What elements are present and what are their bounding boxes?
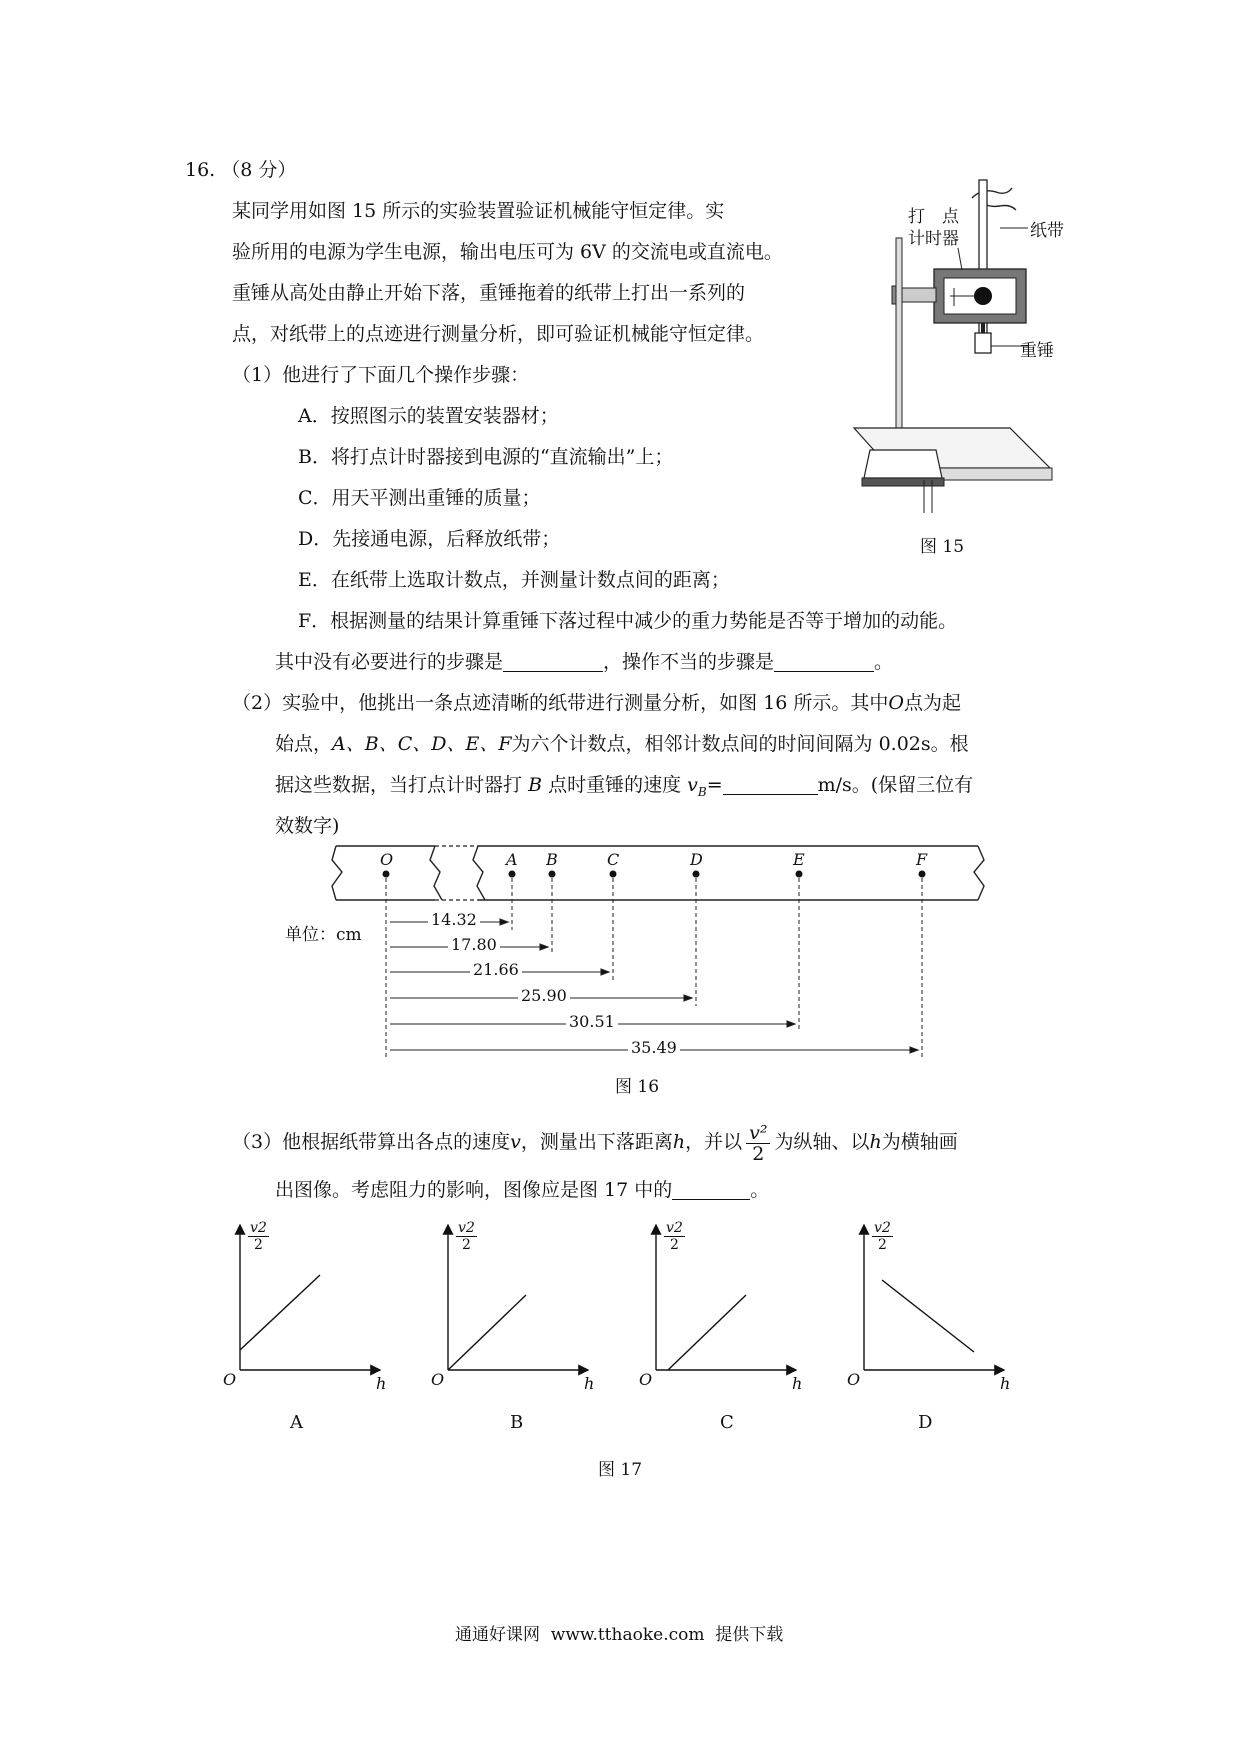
tape-label-B: B xyxy=(546,850,558,869)
tape-dot-E xyxy=(796,871,803,878)
intro-line-3: 重锤从高处由静止开始下落，重锤拖着的纸带上打出一系列的 xyxy=(232,282,746,304)
tape-dot-D xyxy=(693,871,700,878)
stand-pole xyxy=(896,238,902,443)
tape-dot-A xyxy=(509,871,516,878)
part2-line-1: （2）实验中，他挑出一条点迹清晰的纸带进行测量分析，如图 16 所示。其中O点为起 xyxy=(232,692,961,714)
tape-dot-B xyxy=(549,871,556,878)
tape-dot-O xyxy=(383,871,390,878)
step-a: A．按照图示的装置安装器材； xyxy=(298,405,559,427)
tape-label-A: A xyxy=(506,850,518,869)
answer-blank-vb[interactable] xyxy=(723,772,818,795)
answer-blank-improper[interactable] xyxy=(774,649,874,672)
graph-c-xlabel: h xyxy=(792,1374,803,1393)
part1-question-end: 。 xyxy=(874,651,894,673)
tape-label-C: C xyxy=(607,850,620,869)
graph-c-option-label: C xyxy=(720,1412,734,1433)
graph-a-xlabel: h xyxy=(376,1374,387,1393)
part3-line-2: 出图像。考虑阻力的影响，图像应是图 17 中的 。 xyxy=(275,1179,770,1201)
graph-b-option-label: B xyxy=(510,1412,524,1433)
graph-c-ylabel: v2 2 xyxy=(666,1220,683,1253)
graph-b-xlabel: h xyxy=(584,1374,595,1393)
distance-OC: 21.66 xyxy=(470,960,522,979)
step-b: B．将打点计时器接到电源的“直流输出”上； xyxy=(298,446,674,468)
intro-line-1: 某同学用如图 15 所示的实验装置验证机械能守恒定律。实 xyxy=(232,200,725,222)
intro-line-4: 点，对纸带上的点迹进行测量分析，即可验证机械能守恒定律。 xyxy=(232,323,765,345)
part1-lead: （1）他进行了下面几个操作步骤： xyxy=(232,364,530,386)
fig15-label-weight: 重锤 xyxy=(1020,341,1054,361)
question-score: （8 分） xyxy=(221,159,297,181)
graph-d-ylabel: v2 2 xyxy=(874,1220,891,1253)
step-e: E．在纸带上选取计数点，并测量计数点间的距离； xyxy=(298,569,730,591)
graph-a-option-label: A xyxy=(290,1412,303,1433)
part2-line-3: 据这些数据，当打点计时器打 B 点时重锤的速度 $v_B= m/s$。(保留三位有 xyxy=(275,774,974,799)
part1-question xyxy=(275,642,893,683)
graph-c-origin: O xyxy=(639,1370,653,1389)
graph-a-ylabel: v2 2 xyxy=(250,1220,267,1253)
fig17-caption: 图 17 xyxy=(598,1460,643,1480)
part2-line-2: 始点，A、B、C、D、E、F为六个计数点，相邻计数点间的时间间隔为 0.02s。根 xyxy=(275,733,969,755)
distance-OF: 35.49 xyxy=(628,1038,680,1057)
tape-label-F: F xyxy=(916,850,928,869)
graph-d-option-label: D xyxy=(918,1412,933,1433)
step-d: D．先接通电源，后释放纸带； xyxy=(298,528,561,550)
part2-line-4: 效数字) xyxy=(275,815,340,837)
distance-OB: 17.80 xyxy=(448,935,500,954)
step-c: C．用天平测出重锤的质量； xyxy=(298,487,541,509)
fig15-caption: 图 15 xyxy=(920,537,965,557)
part1-question-b: ，操作不当的步骤是 xyxy=(603,651,775,673)
question-number: 16. xyxy=(185,159,216,181)
tape-label-E: E xyxy=(793,850,805,869)
fig15-label-tape: 纸带 xyxy=(1030,221,1064,241)
fig16-tape-diagram xyxy=(330,838,990,1063)
page-footer: 通通好课网 www.tthaoke.com 提供下载 xyxy=(455,1625,784,1645)
fig17-graphs xyxy=(220,1220,1040,1390)
fig16-unit-label: 单位：cm xyxy=(285,925,362,945)
graph-d-xlabel: h xyxy=(1000,1374,1011,1393)
graph-b-origin: O xyxy=(431,1370,445,1389)
part3-line-1: （3）他根据纸带算出各点的速度v，测量出下落距离h，并以 $\frac{\text{v²}}{2}$ 为纵轴、以h为横轴画 xyxy=(232,1121,958,1165)
distance-OE: 30.51 xyxy=(566,1012,618,1031)
distance-OD: 25.90 xyxy=(518,986,570,1005)
distance-OA: 14.32 xyxy=(428,910,480,929)
answer-blank-graph[interactable] xyxy=(672,1177,750,1200)
tape-label-D: D xyxy=(690,850,703,869)
part1-question-a: 其中没有必要进行的步骤是 xyxy=(275,651,504,673)
graph-a-origin: O xyxy=(223,1370,237,1389)
answer-blank-unnecessary[interactable] xyxy=(503,649,603,672)
tape-dot-F xyxy=(919,871,926,878)
graph-b-ylabel: v2 2 xyxy=(458,1220,475,1253)
tape-label-O: O xyxy=(380,850,394,869)
intro-line-2: 验所用的电源为学生电源，输出电压可为 6V 的交流电或直流电。 xyxy=(232,241,783,263)
tape-dot-C xyxy=(610,871,617,878)
fig16-caption: 图 16 xyxy=(615,1077,660,1097)
graph-d-origin: O xyxy=(847,1370,861,1389)
fig15-label-timer: 打 点 计时器 xyxy=(908,207,959,249)
v2-over-2-fraction: $\frac{\text{v²}}{2}$ xyxy=(746,1123,770,1164)
step-f: F．根据测量的结果计算重锤下落过程中减少的重力势能是否等于增加的动能。 xyxy=(298,610,958,632)
weight xyxy=(975,333,991,353)
